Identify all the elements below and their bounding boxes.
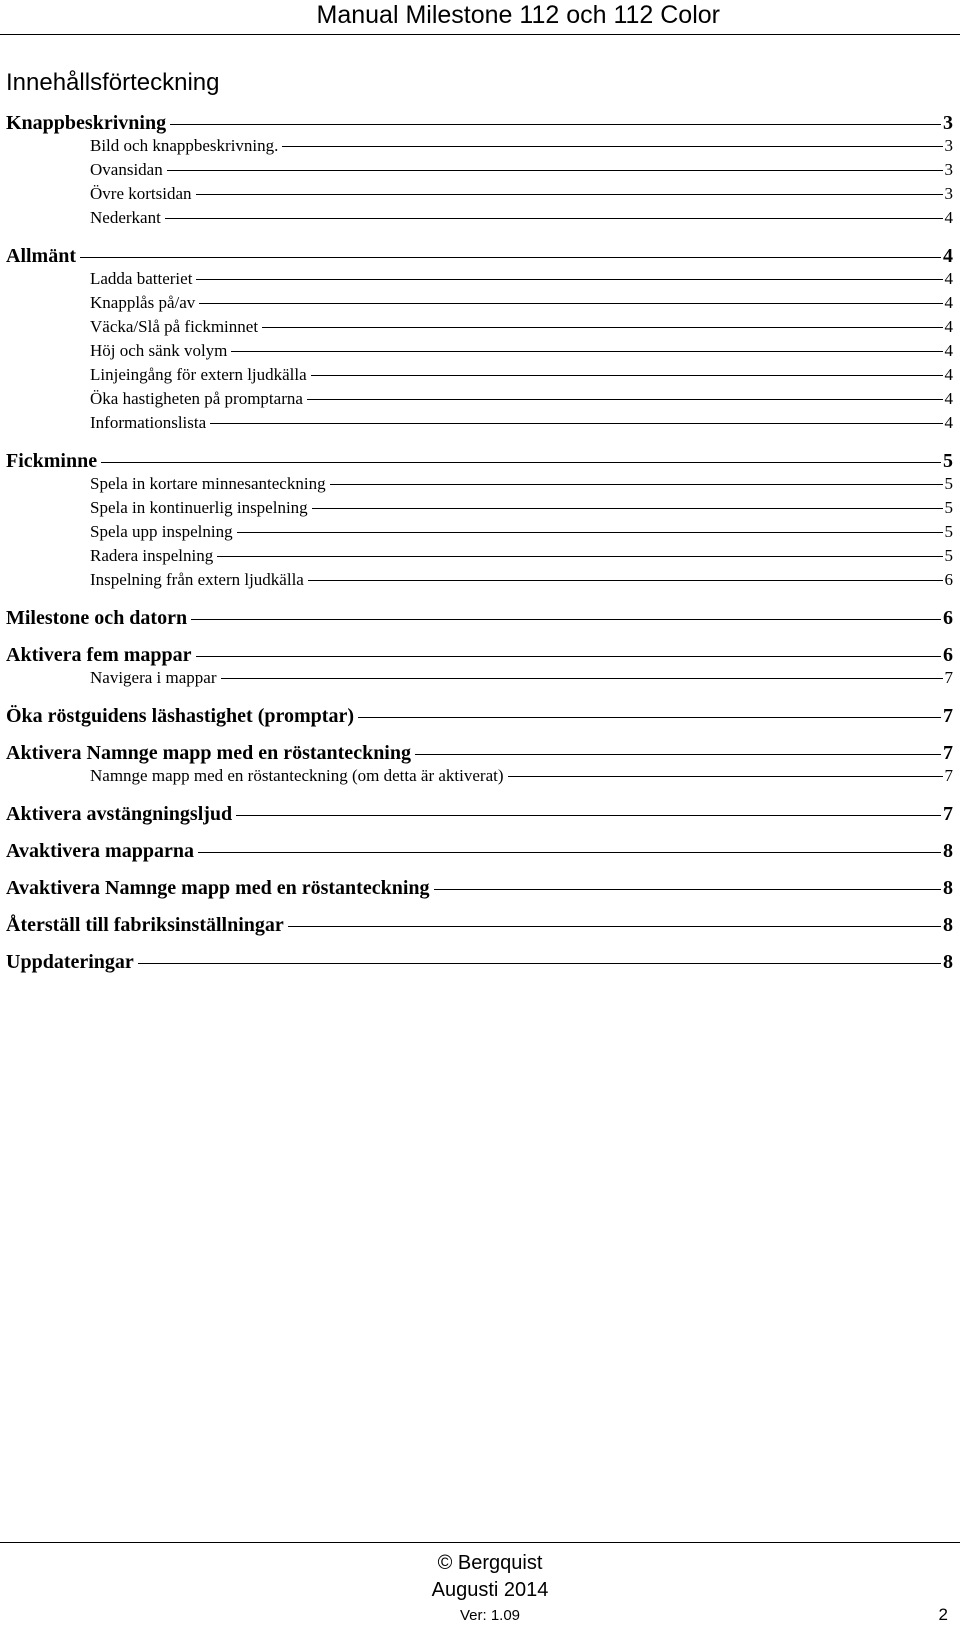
toc-leader-line <box>308 580 943 581</box>
toc-entry-page: 6 <box>944 570 953 589</box>
toc-entry-page: 7 <box>943 742 953 764</box>
toc-leader-line <box>80 257 941 258</box>
toc-leader-line <box>358 717 941 718</box>
toc-subsection-entry[interactable] <box>6 136 953 160</box>
toc-leader-line <box>196 279 942 280</box>
toc-subsection-entry[interactable] <box>6 341 953 365</box>
toc-entry-page: 4 <box>944 365 953 384</box>
toc-entry-title: Navigera i mappar <box>90 668 217 687</box>
footer-page-number: 2 <box>938 1605 948 1624</box>
toc-leader-line <box>330 484 943 485</box>
toc-subsection-entry[interactable] <box>6 269 953 293</box>
toc-entry-page: 5 <box>944 522 953 541</box>
toc-entry-title: Uppdateringar <box>6 951 134 973</box>
toc-leader-line <box>138 963 941 964</box>
toc-entry-title: Öka hastigheten på promptarna <box>90 389 303 408</box>
toc-leader-line <box>312 508 943 509</box>
toc-entry-title: Övre kortsidan <box>90 184 192 203</box>
toc-leader-line <box>165 218 943 219</box>
toc-entry-page: 8 <box>943 877 953 899</box>
toc-subsection-entry[interactable] <box>6 184 953 208</box>
toc-entry-page: 3 <box>944 136 953 155</box>
toc-leader-line <box>199 303 942 304</box>
toc-entry-title: Aktivera Namnge mapp med en röstanteckning <box>6 742 411 764</box>
toc-subsection-entry[interactable] <box>6 546 953 570</box>
footer-divider <box>0 1542 960 1543</box>
toc-entry-title: Allmänt <box>6 245 76 267</box>
toc-subsection-entry[interactable] <box>6 293 953 317</box>
toc-leader-line <box>217 556 942 557</box>
toc-leader-line <box>198 852 941 853</box>
toc-entry-page: 4 <box>944 269 953 288</box>
toc-entry-page: 8 <box>943 840 953 862</box>
toc-entry-title: Nederkant <box>90 208 161 227</box>
toc-entry-title: Avaktivera Namnge mapp med en röstanteckning <box>6 877 430 899</box>
toc-entry-title: Knappbeskrivning <box>6 112 167 134</box>
toc-entry-page: 4 <box>944 413 953 432</box>
toc-entry-title: Bild och knappbeskrivning. <box>90 136 279 155</box>
toc-entry-page: 6 <box>943 644 953 666</box>
toc-entry-page: 4 <box>944 317 953 336</box>
footer-date: Augusti 2014 <box>431 1579 549 1601</box>
toc-leader-line <box>288 926 941 927</box>
document-header-title: Manual Milestone 112 och 112 Color <box>316 1 720 29</box>
footer-version: Ver: 1.09 <box>459 1607 521 1624</box>
toc-leader-line <box>221 678 943 679</box>
toc-leader-line <box>236 815 941 816</box>
toc-section-entry[interactable] <box>6 112 953 136</box>
toc-entry-page: 8 <box>943 951 953 973</box>
toc-entry-title: Spela upp inspelning <box>90 522 233 541</box>
toc-entry-title: Höj och sänk volym <box>90 341 228 360</box>
toc-subsection-entry[interactable] <box>6 766 953 790</box>
toc-entry-title: Spela in kortare minnesanteckning <box>90 474 326 493</box>
toc-entry-page: 5 <box>943 450 953 472</box>
toc-entry-title: Aktivera fem mappar <box>6 644 192 666</box>
toc-leader-line <box>282 146 942 147</box>
toc-entry-title: Väcka/Slå på fickminnet <box>90 317 259 336</box>
toc-subsection-entry[interactable] <box>6 389 953 413</box>
toc-section-entry[interactable] <box>6 245 953 269</box>
table-of-contents <box>6 112 953 975</box>
footer-copyright: © Bergquist <box>437 1552 543 1574</box>
toc-subsection-entry[interactable] <box>6 570 953 594</box>
toc-entry-page: 7 <box>943 705 953 727</box>
toc-section-entry[interactable] <box>6 450 953 474</box>
toc-entry-page: 7 <box>944 766 953 785</box>
toc-entry-page: 4 <box>944 389 953 408</box>
toc-entry-page: 7 <box>943 803 953 825</box>
toc-section-entry[interactable] <box>6 803 953 827</box>
toc-entry-title: Radera inspelning <box>90 546 214 565</box>
toc-entry-title: Knapplås på/av <box>90 293 196 312</box>
toc-entry-page: 4 <box>944 293 953 312</box>
toc-subsection-entry[interactable] <box>6 522 953 546</box>
toc-leader-line <box>101 462 941 463</box>
toc-entry-title: Spela in kontinuerlig inspelning <box>90 498 308 517</box>
toc-entry-page: 4 <box>943 245 953 267</box>
toc-entry-page: 3 <box>944 184 953 203</box>
toc-section-entry[interactable] <box>6 742 953 766</box>
toc-leader-line <box>231 351 942 352</box>
toc-heading: Innehållsförteckning <box>6 69 220 96</box>
toc-entry-page: 5 <box>944 498 953 517</box>
toc-entry-title: Linjeingång för extern ljudkälla <box>90 365 307 384</box>
toc-entry-page: 5 <box>944 474 953 493</box>
toc-entry-title: Namnge mapp med en röstanteckning (om detta är aktiverat) <box>90 766 504 785</box>
toc-entry-title: Fickminne <box>6 450 98 472</box>
toc-subsection-entry[interactable] <box>6 413 953 437</box>
toc-section-entry[interactable] <box>6 877 953 901</box>
toc-subsection-entry[interactable] <box>6 498 953 522</box>
toc-subsection-entry[interactable] <box>6 317 953 341</box>
toc-entry-title: Inspelning från extern ljudkälla <box>90 570 304 589</box>
toc-leader-line <box>307 399 943 400</box>
toc-entry-page: 6 <box>943 607 953 629</box>
toc-subsection-entry[interactable] <box>6 208 953 232</box>
toc-leader-line <box>210 423 942 424</box>
toc-section-entry[interactable] <box>6 607 953 631</box>
toc-subsection-entry[interactable] <box>6 474 953 498</box>
toc-leader-line <box>167 170 943 171</box>
toc-entry-title: Återställ till fabriksinställningar <box>6 914 284 936</box>
toc-entry-page: 5 <box>944 546 953 565</box>
toc-section-entry[interactable] <box>6 914 953 938</box>
toc-section-entry[interactable] <box>6 840 953 864</box>
toc-entry-title: Avaktivera mapparna <box>6 840 194 862</box>
toc-entry-title: Informationslista <box>90 413 207 432</box>
toc-subsection-entry[interactable] <box>6 668 953 692</box>
toc-entry-page: 7 <box>944 668 953 687</box>
toc-entry-title: Milestone och datorn <box>6 607 188 629</box>
toc-leader-line <box>170 124 941 125</box>
toc-leader-line <box>191 619 941 620</box>
toc-entry-title: Ladda batteriet <box>90 269 193 288</box>
toc-leader-line <box>237 532 943 533</box>
toc-entry-page: 4 <box>944 208 953 227</box>
toc-entry-page: 3 <box>943 112 953 134</box>
toc-section-entry[interactable] <box>6 705 953 729</box>
toc-subsection-entry[interactable] <box>6 365 953 389</box>
toc-entry-title: Öka röstguidens läshastighet (promptar) <box>6 705 354 727</box>
toc-entry-title: Aktivera avstängningsljud <box>6 803 233 825</box>
header-divider <box>0 34 960 35</box>
toc-leader-line <box>311 375 943 376</box>
toc-leader-line <box>434 889 941 890</box>
toc-leader-line <box>508 776 943 777</box>
toc-section-entry[interactable] <box>6 951 953 975</box>
toc-entry-page: 8 <box>943 914 953 936</box>
toc-entry-page: 3 <box>944 160 953 179</box>
toc-leader-line <box>196 194 943 195</box>
toc-leader-line <box>415 754 941 755</box>
toc-leader-line <box>196 656 941 657</box>
toc-entry-page: 4 <box>944 341 953 360</box>
toc-section-entry[interactable] <box>6 644 953 668</box>
toc-leader-line <box>262 327 942 328</box>
toc-subsection-entry[interactable] <box>6 160 953 184</box>
toc-entry-title: Ovansidan <box>90 160 163 179</box>
